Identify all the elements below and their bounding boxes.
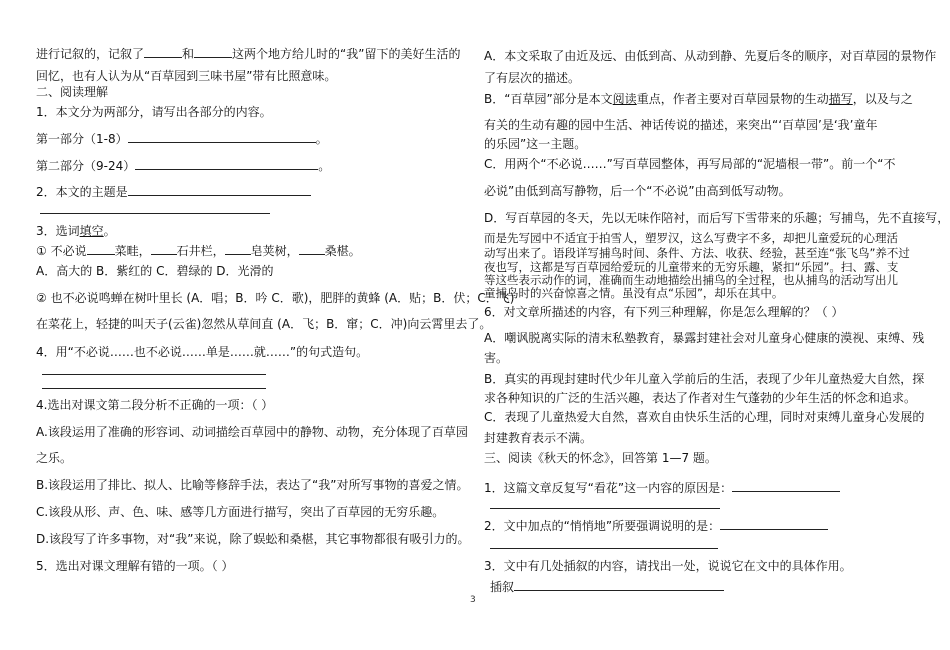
part-1-blank[interactable] (128, 130, 316, 143)
page-number: 3 (470, 595, 476, 605)
question-3 (36, 223, 116, 239)
q6-option-c-line-1: C．表现了儿童热爱大自然，喜欢自由快乐生活的心理，同时对束缚儿童身心发展的 (484, 410, 925, 424)
q6-option-a-line-1: A．嘲讽脱离实际的清末私塾教育，暴露封建社会对儿童身心健康的漠视、束缚、残 (484, 331, 925, 345)
q6-option-a-line-2: 害。 (484, 351, 509, 365)
question-6: 6．对文章所描述的内容，有下列三种理解，你是怎么理解的？（ ） (484, 305, 844, 319)
intro-line-1 (36, 45, 460, 62)
insertion-blank[interactable] (514, 578, 724, 591)
q3-text-underlined: 填空 (79, 224, 104, 238)
q3-blank-4[interactable] (299, 242, 325, 255)
q6-option-b-line-1: B．真实的再现封建时代少年儿童入学前后的生活，表现了少年儿童热爱大自然，探 (484, 372, 925, 386)
theme-blank-line-2[interactable] (40, 213, 270, 214)
part-1-line (36, 130, 328, 147)
part-1-label: 第一部分（1-8） (36, 132, 128, 146)
q3-blank-3[interactable] (225, 242, 251, 255)
q5-option-d-line-3: 动写出来了。语段详写捕鸟时间、条件、方法、收获、经验，甚至连“张飞鸟”养不过 (484, 246, 910, 260)
question-5: 5．选出对课文理解有错的一项。（ ） (36, 559, 234, 573)
intro-text-a: 进行记叙的，记叙了 (36, 47, 145, 61)
theme-blank[interactable] (128, 183, 311, 196)
intro-text-c: 这两个地方给儿时的“我”留下的美好生活的 (232, 47, 461, 61)
q4-answer-line-1[interactable] (42, 374, 266, 375)
part-2-end: 。 (318, 159, 331, 173)
reading-q2-line-2[interactable] (490, 548, 718, 549)
q5-option-c-line-1: C．用两个“不必说……”写百草园整体，再写局部的“泥墙根一带”。前一个“不 (484, 157, 896, 171)
q3-fill-word-4: 桑椹。 (324, 244, 361, 258)
q4b-option-b: B.该段运用了排比、拟人、比喻等修辞手法，表达了“我”对所写事物的喜爱之情。 (36, 478, 469, 492)
question-1: 1．本文分为两部分，请写出各部分的内容。 (36, 105, 272, 119)
insertion-label: 插叙 (490, 580, 515, 594)
q3-fill-word-1: 菜畦， (114, 244, 151, 258)
question-4b: 4.选出对课文第二段分析不正确的一项：（ ） (36, 398, 274, 412)
question-2 (36, 183, 311, 200)
q3-options: A．高大的 B．紫红的 C．碧绿的 D．光滑的 (36, 264, 274, 278)
q6-option-c-line-2: 封建教育表示不满。 (484, 431, 593, 445)
q5-b-text-c: 重点，作者主要对百草园景物的生动 (636, 92, 829, 106)
q3-text-c: 。 (103, 224, 116, 238)
q5-b-text-a: B．“百草园”部分是本文 (484, 92, 613, 106)
q3-text-a: 3．选词 (36, 224, 80, 238)
q5-option-a-line-2: 了有层次的描述。 (484, 71, 581, 85)
part-2-label: 第二部分（9-24） (36, 159, 136, 173)
q3-blank-1[interactable] (87, 242, 115, 255)
reading-q2-text: 2．文中加点的“悄悄地”所要强调说明的是： (484, 519, 721, 533)
q6-option-b-line-2: 求各种知识的广泛的生活兴趣，表达了作者对生气蓬勃的少年生活的怀念和追求。 (484, 391, 917, 405)
q5-option-d-line-2: 而是先写园中不适宜于拍雪人，塑罗汉，这么写费字不多，却把儿童爱玩的心理活 (484, 231, 898, 245)
q5-option-b-line-1 (484, 91, 913, 107)
section-2-heading: 二、阅读理解 (36, 85, 109, 99)
reading-q1-blank[interactable] (732, 479, 840, 492)
reading-q2 (484, 517, 828, 534)
q3-fill-prefix: ① 不必说 (36, 244, 87, 258)
blank-2[interactable] (194, 45, 232, 58)
q4-answer-line-2[interactable] (42, 388, 266, 389)
q5-option-c-line-2: 必说”由低到高写静物，后一个“不必说”由高到低写动物。 (484, 184, 791, 198)
q5-option-a-line-1: A．本文采取了由近及远、由低到高、从动到静、先夏后冬的顺序，对百草园的景物作 (484, 49, 937, 63)
q5-b-underlined-1: 阅读 (612, 92, 637, 106)
part-2-blank[interactable] (135, 157, 318, 170)
q5-b-underlined-2: 描写 (828, 92, 853, 106)
q3-fill-word-3: 皂荚树， (250, 244, 299, 258)
reading-q2-blank[interactable] (720, 517, 828, 530)
part-2-line (36, 157, 330, 174)
q5-option-b-line-3: 的乐园”这一主题。 (484, 137, 587, 151)
q5-b-text-e: ，以及与之 (852, 92, 913, 106)
q3-sentence-2-line-2: 在菜花上，轻捷的叫天子(云雀)忽然从草间直 (A．飞；B．窜；C．冲)向云霄里去了。 (36, 317, 492, 331)
q3-fill-line (36, 242, 361, 259)
q5-option-d-line-4: 夜也写，这都是写百草园给爱玩的儿童带来的无穷乐趣，紧扣“乐园”。扫、露、支 (484, 260, 899, 274)
q4b-option-d: D.该段写了许多事物，对“我”来说，除了蜈蚣和桑椹，其它事物都很有吸引力的。 (36, 532, 470, 546)
q5-option-d-line-1: D．写百草园的冬天，先以无味作陪衬，而后写下雪带来的乐趣；写捕鸟，先不直接写， (484, 211, 950, 225)
q4b-option-a-line-2: 之乐。 (36, 451, 73, 465)
reading-q3: 3．文中有几处插叙的内容，请找出一处，说说它在文中的具体作用。 (484, 559, 852, 573)
reading-q3-answer (484, 578, 724, 595)
q5-option-d-line-6: 童捕鸟时的兴奋惊喜之情。虽没有点“乐园”，却乐在其中。 (484, 286, 784, 300)
reading-q1 (484, 479, 840, 496)
reading-q1-line-2[interactable] (490, 508, 720, 509)
part-1-end: 。 (315, 132, 328, 146)
section-3-heading: 三、阅读《秋天的怀念》，回答第 1—7 题。 (484, 451, 717, 465)
blank-1[interactable] (144, 45, 182, 58)
q5-option-b-line-2: 有关的生动有趣的园中生活、神话传说的描述，来突出“‘百草园’是‘我’童年 (484, 118, 878, 132)
q5-option-d-line-5: 等这些表示动作的词，准确而生动地描绘出捕鸟的全过程，也从捕鸟的活动写出儿 (484, 273, 898, 287)
intro-text-b: 和 (182, 47, 195, 61)
q3-sentence-2-line-1: ② 也不必说鸣蝉在树叶里长 (A．唱；B．吟 C．歌)，肥胖的黄蜂 (A．贴；B．伏；C．飞) (36, 291, 515, 305)
question-4: 4．用“不必说……也不必说……单是……就……”的句式造句。 (36, 345, 369, 359)
q3-fill-word-2: 石井栏， (176, 244, 225, 258)
question-2-text: 2．本文的主题是 (36, 185, 128, 199)
intro-line-2: 回忆，也有人认为从“百草园到三味书屋”带有比照意味。 (36, 69, 337, 83)
q3-blank-2[interactable] (151, 242, 177, 255)
reading-q1-text: 1．这篇文章反复写“看花”这一内容的原因是： (484, 481, 733, 495)
q4b-option-c: C.该段从形、声、色、味、感等几方面进行描写，突出了百草园的无穷乐趣。 (36, 505, 445, 519)
q4b-option-a-line-1: A.该段运用了准确的形容词、动词描绘百草园中的静物、动物，充分体现了百草园 (36, 425, 468, 439)
